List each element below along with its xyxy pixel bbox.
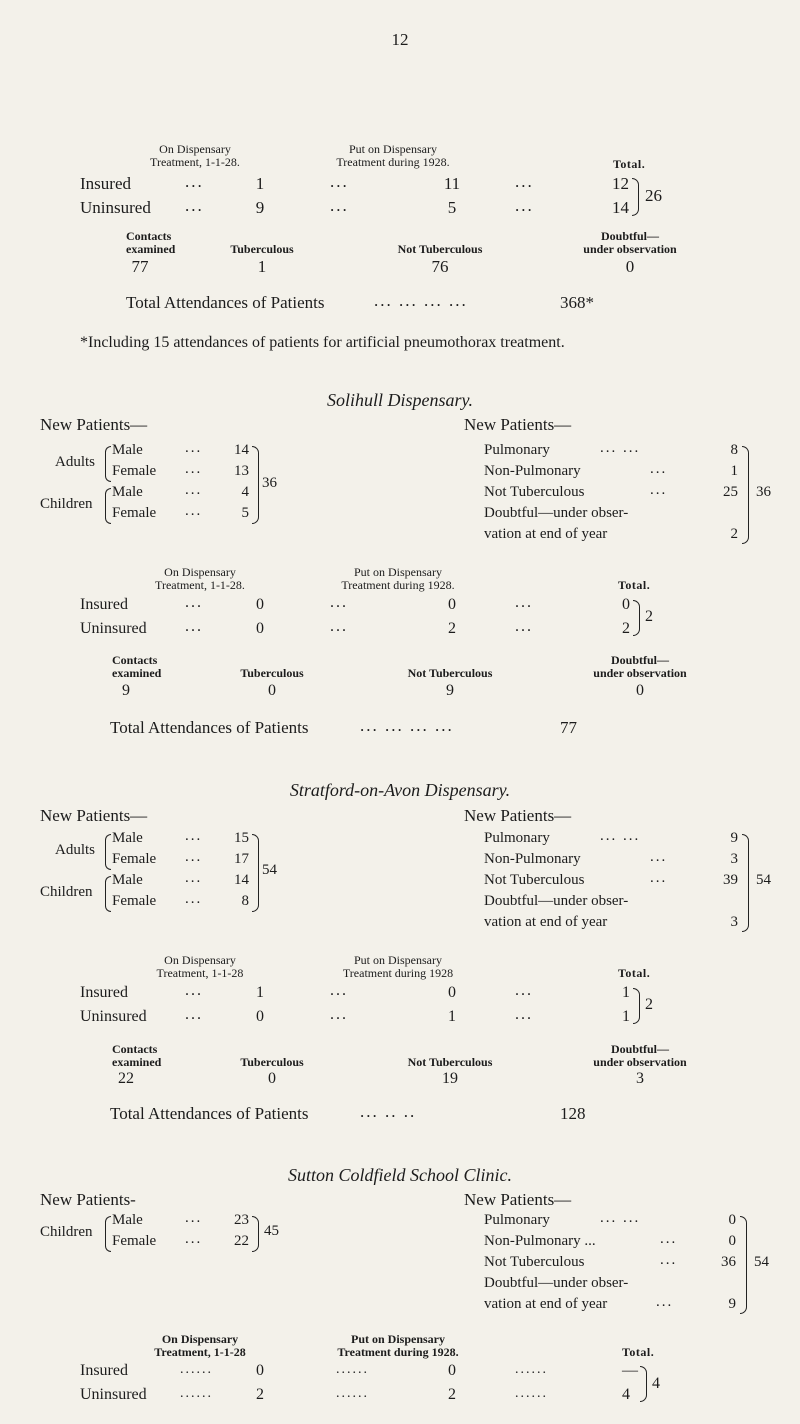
row-label-insured: Insured <box>80 174 131 193</box>
contacts-examined: 22 <box>118 1070 134 1087</box>
grand-total: 2 <box>645 996 653 1013</box>
brace-total <box>632 178 639 216</box>
female-label: Female <box>112 893 157 909</box>
leader-dots: ... <box>330 618 348 635</box>
insured-on-disp: 0 <box>256 596 264 613</box>
leader-dots: ...... <box>336 1386 369 1401</box>
col-header-put-on-dispensary: Put on Dispensary Treatment during 1928. <box>337 1332 459 1359</box>
leader-dots: ... <box>185 870 203 886</box>
col-header-not-tuberculous: Not Tuberculous <box>397 242 483 256</box>
leader-dots: ... <box>660 1252 678 1268</box>
brace-breakdown <box>742 446 749 544</box>
vation-label: vation at end of year <box>484 1296 608 1312</box>
brace-total <box>633 600 640 636</box>
vation-label: vation at end of year <box>484 526 608 542</box>
leader-dots: ... ... ... ... <box>360 716 454 735</box>
leader-dots: ... <box>656 1294 674 1310</box>
insured-put-on: 0 <box>448 984 456 1001</box>
leader-dots: ... <box>185 828 203 844</box>
total-attendances-value: 128 <box>560 1104 586 1123</box>
col-header-contacts: Contacts examined <box>112 653 162 680</box>
leader-dots: ... <box>185 982 203 999</box>
uninsured-put-on: 5 <box>447 198 457 217</box>
male-label: Male <box>112 872 143 888</box>
patients-total: 36 <box>262 475 277 491</box>
uninsured-on-disp: 0 <box>256 620 264 637</box>
section-title: Stratford-on-Avon Dispensary. <box>289 780 511 800</box>
brace-children <box>105 1216 111 1252</box>
col-header-put-on-dispensary: Put on Dispensary Treatment during 1928 <box>342 953 454 980</box>
col-header-doubtful: Doubtful— under observation <box>583 229 677 256</box>
leader-dots: ... <box>515 196 534 215</box>
non-pulmonary-label: Non-Pulmonary <box>484 463 581 479</box>
uninsured-on-disp: 0 <box>256 1008 264 1025</box>
contacts-not-tuberculous: 19 <box>442 1070 458 1087</box>
col-header-total: Total. <box>618 578 651 592</box>
col-header-not-tuberculous: Not Tuberculous <box>407 666 493 680</box>
leader-dots: ... <box>185 1210 203 1226</box>
male-label: Male <box>112 830 143 846</box>
patients-total: 45 <box>264 1223 279 1239</box>
insured-put-on: 11 <box>443 174 461 193</box>
brace-total <box>640 1366 647 1402</box>
breakdown-doubtful: 2 <box>730 526 738 542</box>
pulmonary-label: Pulmonary <box>484 1212 550 1228</box>
contacts-doubtful: 3 <box>636 1070 644 1087</box>
adults-label: Adults <box>55 842 96 858</box>
adults-label: Adults <box>55 454 96 470</box>
col-header-doubtful: Doubtful— under observation <box>593 1042 687 1069</box>
children-label: Children <box>40 1224 93 1240</box>
insured-put-on: 0 <box>448 1362 456 1379</box>
leader-dots: ... <box>185 1006 203 1023</box>
insured-on-disp: 0 <box>256 1362 264 1379</box>
brace-patients-total <box>252 446 259 524</box>
new-patients-label: New Patients- <box>40 1190 136 1209</box>
male-label: Male <box>112 484 143 500</box>
non-pulmonary-label: Non-Pulmonary ... <box>484 1233 596 1249</box>
leader-dots: ... <box>185 891 203 907</box>
brace-adults <box>105 834 111 870</box>
col-header-put-on-dispensary: Put on Dispensary Treatment during 1928. <box>336 142 450 169</box>
insured-put-on: 0 <box>448 596 456 613</box>
uninsured-on-disp: 9 <box>255 198 265 217</box>
children-label: Children <box>40 496 93 512</box>
col-header-on-dispensary: On Dispensary Treatment, 1-1-28. <box>155 565 245 592</box>
brace-patients-total <box>252 1216 259 1252</box>
insured-total: 12 <box>612 174 629 193</box>
contacts-tuberculous: 0 <box>268 682 276 699</box>
brace-adults <box>105 446 111 482</box>
breakdown-doubtful: 9 <box>728 1296 736 1312</box>
children-female: 22 <box>234 1233 249 1249</box>
leader-dots: ... <box>650 870 668 886</box>
row-label-insured: Insured <box>80 596 128 613</box>
not-tuberculous-label: Not Tuberculous <box>484 872 585 888</box>
insured-total: — <box>622 1362 638 1379</box>
leader-dots: ... <box>185 849 203 865</box>
breakdown-total: 54 <box>756 872 771 888</box>
col-header-tuberculous: Tuberculous <box>240 666 304 680</box>
col-header-put-on-dispensary: Put on Dispensary Treatment during 1928. <box>341 565 455 592</box>
breakdown-not-tuberculous: 25 <box>723 484 738 500</box>
leader-dots: ... <box>515 594 533 611</box>
adults-male: 15 <box>234 830 249 846</box>
pulmonary-label: Pulmonary <box>484 442 550 458</box>
leader-dots: ... <box>650 482 668 498</box>
col-header-contacts: Contacts examined <box>112 1042 162 1069</box>
breakdown-total: 36 <box>756 484 771 500</box>
brace-children <box>105 876 111 912</box>
leader-dots: ... <box>185 503 203 519</box>
breakdown-non-pulmonary: 3 <box>730 851 738 867</box>
row-label-insured: Insured <box>80 984 128 1001</box>
leader-dots: ... <box>330 196 349 215</box>
vation-label: vation at end of year <box>484 914 608 930</box>
doubtful-label: Doubtful—under obser- <box>484 1275 629 1291</box>
not-tuberculous-label: Not Tuberculous <box>484 484 585 500</box>
contacts-tuberculous: 1 <box>257 257 267 276</box>
contacts-examined: 77 <box>131 257 149 276</box>
non-pulmonary-label: Non-Pulmonary <box>484 851 581 867</box>
row-label-uninsured: Uninsured <box>80 1008 147 1025</box>
leader-dots: ... <box>330 1006 348 1023</box>
col-header-total: Total. <box>622 1345 655 1359</box>
female-label: Female <box>112 1233 157 1249</box>
col-header-on-dispensary: On Dispensary Treatment, 1-1-28 <box>154 1332 246 1359</box>
breakdown-not-tuberculous: 36 <box>721 1254 736 1270</box>
leader-dots: ... <box>185 461 203 477</box>
leader-dots: ...... <box>336 1362 369 1377</box>
children-female: 5 <box>241 505 249 521</box>
leader-dots: ... <box>660 1231 678 1247</box>
breakdown-doubtful: 3 <box>730 914 738 930</box>
male-label: Male <box>112 442 143 458</box>
insured-on-disp: 1 <box>255 174 265 193</box>
leader-dots: ... ... ... ... <box>374 291 468 310</box>
leader-dots: ... <box>330 172 349 191</box>
children-male: 14 <box>234 872 249 888</box>
row-label-insured: Insured <box>80 1362 128 1379</box>
breakdown-non-pulmonary: 0 <box>728 1233 736 1249</box>
contacts-tuberculous: 0 <box>268 1070 276 1087</box>
doubtful-label: Doubtful—under obser- <box>484 893 629 909</box>
uninsured-put-on: 1 <box>448 1008 456 1025</box>
col-header-tuberculous: Tuberculous <box>230 242 294 256</box>
leader-dots: ... <box>330 982 348 999</box>
leader-dots: ...... <box>180 1386 213 1401</box>
leader-dots: ... <box>515 618 533 635</box>
adults-female: 13 <box>234 463 249 479</box>
leader-dots: ... <box>330 594 348 611</box>
col-header-on-dispensary: On Dispensary Treatment, 1-1-28. <box>150 142 240 169</box>
leader-dots: ... ... <box>600 440 641 456</box>
uninsured-on-disp: 2 <box>256 1386 264 1403</box>
breakdown-total: 54 <box>754 1254 769 1270</box>
patients-total: 54 <box>262 862 277 878</box>
row-label-uninsured: Uninsured <box>80 620 147 637</box>
adults-male: 14 <box>234 442 249 458</box>
section-title: Sutton Coldfield School Clinic. <box>288 1165 512 1185</box>
leader-dots: ... .. .. <box>360 1102 417 1121</box>
col-header-total: Total. <box>613 157 646 171</box>
breakdown-pulmonary: 8 <box>730 442 738 458</box>
leader-dots: ...... <box>180 1362 213 1377</box>
children-female: 8 <box>241 893 249 909</box>
insured-total: 1 <box>622 984 630 1001</box>
grand-total: 2 <box>645 608 653 625</box>
breakdown-non-pulmonary: 1 <box>730 463 738 479</box>
grand-total: 26 <box>645 186 662 205</box>
footnote: *Including 15 attendances of patients for artificial pneumothorax treatment. <box>80 334 565 351</box>
total-attendances-label: Total Attendances of Patients <box>126 293 325 312</box>
leader-dots: ... <box>185 196 204 215</box>
uninsured-total: 1 <box>622 1008 630 1025</box>
children-label: Children <box>40 884 93 900</box>
section-title: Solihull Dispensary. <box>326 390 474 410</box>
female-label: Female <box>112 505 157 521</box>
breakdown-pulmonary: 0 <box>728 1212 736 1228</box>
leader-dots: ... <box>185 594 203 611</box>
leader-dots: ... <box>515 1006 533 1023</box>
brace-patients-total <box>252 834 259 912</box>
children-male: 4 <box>241 484 249 500</box>
leader-dots: ...... <box>515 1386 548 1401</box>
new-patients-label: New Patients— <box>464 806 572 825</box>
leader-dots: ... ... <box>600 828 641 844</box>
total-attendances-label: Total Attendances of Patients <box>110 1104 309 1123</box>
leader-dots: ... <box>515 982 533 999</box>
contacts-not-tuberculous: 76 <box>431 257 449 276</box>
leader-dots: ... <box>185 482 203 498</box>
total-attendances-label: Total Attendances of Patients <box>110 718 309 737</box>
adults-female: 17 <box>234 851 249 867</box>
col-header-contacts: Contacts examined <box>126 229 176 256</box>
total-attendances-value: 368* <box>560 293 594 312</box>
uninsured-put-on: 2 <box>448 1386 456 1403</box>
insured-total: 0 <box>622 596 630 613</box>
female-label: Female <box>112 463 157 479</box>
leader-dots: ... <box>185 172 204 191</box>
col-header-on-dispensary: On Dispensary Treatment, 1-1-28 <box>156 953 244 980</box>
new-patients-label: New Patients— <box>40 806 148 825</box>
children-male: 23 <box>234 1212 249 1228</box>
doubtful-label: Doubtful—under obser- <box>484 505 629 521</box>
brace-breakdown <box>742 834 749 932</box>
new-patients-label: New Patients— <box>40 415 148 434</box>
female-label: Female <box>112 851 157 867</box>
uninsured-total: 2 <box>622 620 630 637</box>
uninsured-total: 14 <box>612 198 629 217</box>
col-header-doubtful: Doubtful— under observation <box>593 653 687 680</box>
leader-dots: ... <box>650 461 668 477</box>
contacts-examined: 9 <box>122 682 130 699</box>
new-patients-label: New Patients— <box>464 415 572 434</box>
col-header-not-tuberculous: Not Tuberculous <box>407 1055 493 1069</box>
male-label: Male <box>112 1212 143 1228</box>
total-attendances-value: 77 <box>560 718 577 737</box>
leader-dots: ... <box>650 849 668 865</box>
not-tuberculous-label: Not Tuberculous <box>484 1254 585 1270</box>
pulmonary-label: Pulmonary <box>484 830 550 846</box>
breakdown-pulmonary: 9 <box>730 830 738 846</box>
uninsured-put-on: 2 <box>448 620 456 637</box>
contacts-not-tuberculous: 9 <box>446 682 454 699</box>
contacts-doubtful: 0 <box>636 682 644 699</box>
new-patients-label: New Patients— <box>464 1190 572 1209</box>
row-label-uninsured: Uninsured <box>80 1386 147 1403</box>
leader-dots: ... ... <box>600 1210 641 1226</box>
uninsured-total: 4 <box>622 1386 630 1403</box>
contacts-doubtful: 0 <box>625 257 635 276</box>
breakdown-not-tuberculous: 39 <box>723 872 738 888</box>
brace-breakdown <box>740 1216 747 1314</box>
grand-total: 4 <box>652 1375 660 1392</box>
row-label-uninsured: Uninsured <box>80 198 151 217</box>
brace-children <box>105 488 111 524</box>
leader-dots: ...... <box>515 1362 548 1377</box>
col-header-total: Total. <box>618 966 651 980</box>
leader-dots: ... <box>185 618 203 635</box>
col-header-tuberculous: Tuberculous <box>240 1055 304 1069</box>
leader-dots: ... <box>185 1231 203 1247</box>
brace-total <box>633 988 640 1024</box>
page-number: 12 <box>391 30 409 49</box>
leader-dots: ... <box>185 440 203 456</box>
insured-on-disp: 1 <box>256 984 264 1001</box>
leader-dots: ... <box>515 172 534 191</box>
